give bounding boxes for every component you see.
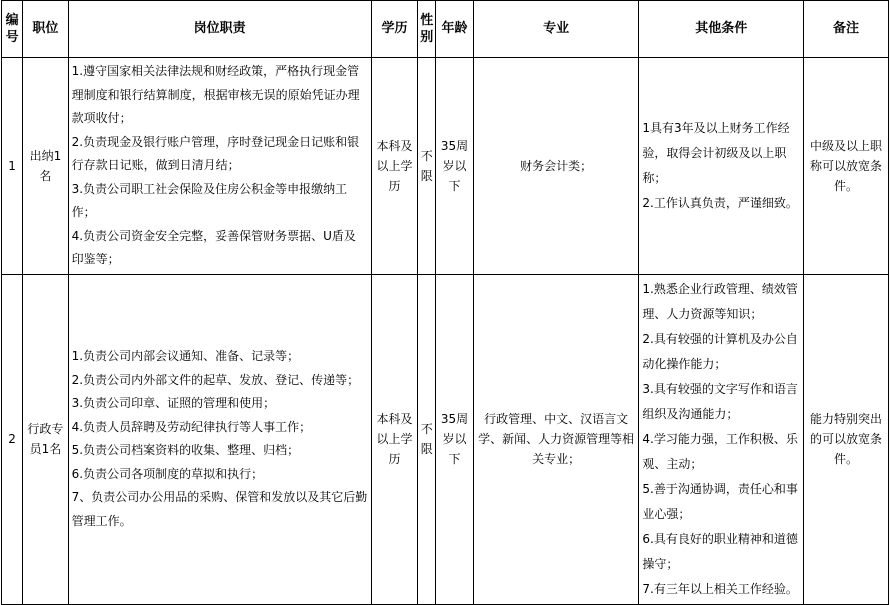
header-conditions: 其他条件 [639,1,804,58]
header-remarks: 备注 [804,1,889,58]
duty-item: 3.负责公司印章、证照的管理和使用； [71,396,276,410]
row-major: 财务会计类； [473,58,639,275]
header-major: 专业 [473,1,639,58]
duty-item: 4.负责公司资金安全完整，妥善保管财务票据、U盾及印鉴等； [71,228,356,266]
header-age: 年龄 [436,1,473,58]
condition-item: 2.具有较强的计算机及办公自动化操作能力； [642,331,798,371]
condition-item: 3.具有较强的文字写作和语言组织及沟通能力； [642,381,798,421]
duty-item: 2.负责公司内外部文件的起草、发放、登记、传递等； [71,372,360,387]
duty-item: 3.负责公司职工社会保险及住房公积金等申报缴纳工作； [71,181,348,219]
row-education: 本科及以上学历 [371,274,417,604]
row-gender: 不限 [418,58,436,275]
duty-item: 1.负责公司内部会议通知、准备、记录等； [71,349,300,363]
table-row [2,274,889,604]
row-duties [68,274,371,604]
condition-item: 5.善于沟通协调，责任心和事业心强； [642,481,798,521]
header-education: 学历 [371,1,417,58]
row-major: 行政管理、中文、汉语言文学、新闻、人力资源管理等相关专业； [473,274,639,604]
duty-item: 2.负责现金及银行账户管理，序时登记现金日记账和银行存款日记账，做到日清月结； [71,134,360,172]
row-no: 2 [2,274,23,604]
row-conditions [639,58,804,275]
row-remarks: 能力特别突出的可以放宽条件。 [804,274,889,604]
row-position: 行政专员1名 [23,274,68,604]
condition-item: 6.具有良好的职业精神和道德操守； [642,531,798,571]
condition-item: 1.熟悉企业行政管理、绩效管理、人力资源等知识； [642,281,798,321]
row-age: 35周岁以下 [436,58,473,275]
table-row [2,58,889,275]
row-position: 出纳1名 [23,58,68,275]
duty-item: 6.负责公司各项制度的草拟和执行； [71,466,264,481]
condition-item: 4.学习能力强，工作积极、乐观、主动； [642,431,798,471]
condition-item: 1具有3年及以上财务工作经验，取得会计初级及以上职称； [642,120,790,185]
row-education: 本科及以上学历 [371,58,417,275]
duty-item: 1.遵守国家相关法律法规和财经政策，严格执行现金管理制度和银行结算制度，根据审核无误的原始凭证办理款项收付； [71,64,360,125]
recruitment-table [1,0,889,605]
row-duties [68,58,371,275]
header-row [2,1,889,58]
row-remarks: 中级及以上职称可以放宽条件。 [804,58,889,275]
duty-item: 7、负责公司办公用品的采购、保管和发放以及其它后勤管理工作。 [71,490,368,528]
header-position: 职位 [23,1,68,58]
condition-item: 7.有三年以上相关工作经验。 [642,581,798,596]
row-age: 35周岁以下 [436,274,473,604]
row-gender: 不限 [418,274,436,604]
header-duties: 岗位职责 [68,1,371,58]
duty-item: 4.负责人员辞聘及劳动纪律执行等人事工作； [71,419,312,434]
duty-item: 5.负责公司档案资料的收集、整理、归档； [71,443,300,457]
row-no: 1 [2,58,23,275]
row-conditions [639,274,804,604]
header-gender: 性别 [418,1,436,58]
condition-item: 2.工作认真负责，严谨细致。 [642,195,798,210]
header-no: 编号 [2,1,23,58]
